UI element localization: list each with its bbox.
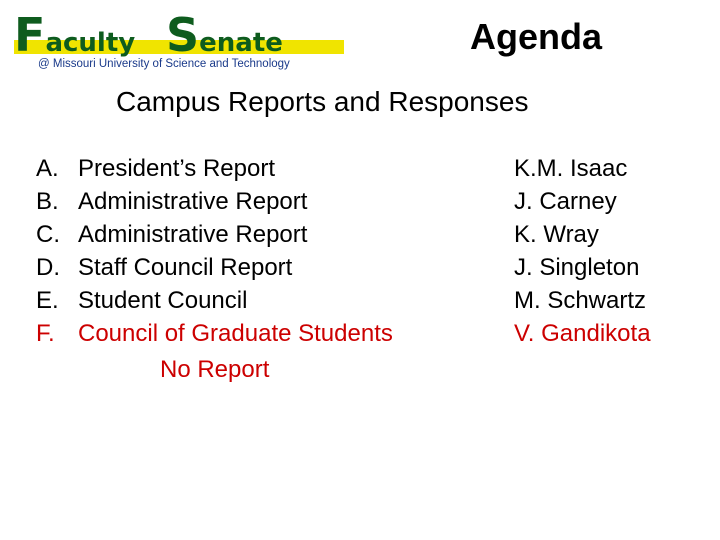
agenda-item-letter: E. [36, 287, 59, 314]
agenda-item-letter: A. [36, 155, 59, 182]
logo-initial-f: F [14, 8, 46, 62]
logo-university-subtitle: @ Missouri University of Science and Technology [38, 58, 290, 70]
section-title: Campus Reports and Responses [116, 86, 529, 117]
agenda-item-presenter: J. Singleton [514, 254, 640, 281]
agenda-item-letter: D. [36, 254, 60, 281]
agenda-item-label: Administrative Report [78, 221, 308, 248]
logo-text-enate: enate [199, 28, 283, 58]
logo-word-faculty [14, 8, 136, 62]
agenda-item-presenter: J. Carney [514, 188, 617, 215]
logo-word-senate [166, 8, 283, 62]
agenda-item-presenter: K.M. Isaac [514, 155, 628, 182]
agenda-item-label: Council of Graduate Students [78, 320, 393, 347]
agenda-item-letter: B. [36, 188, 59, 215]
agenda-item-label: President’s Report [78, 155, 275, 182]
logo-text-aculty: aculty [45, 28, 136, 58]
agenda-item-presenter: K. Wray [514, 221, 599, 248]
logo-initial-s: S [166, 8, 200, 62]
no-report-note: No Report [160, 356, 270, 383]
agenda-item-letter: F. [36, 320, 55, 347]
faculty-senate-logo [10, 8, 340, 72]
agenda-item-letter: C. [36, 221, 60, 248]
agenda-item-label: Administrative Report [78, 188, 308, 215]
agenda-item-presenter: V. Gandikota [514, 320, 651, 347]
agenda-item-label: Staff Council Report [78, 254, 293, 281]
page-title: Agenda [469, 16, 602, 57]
agenda-item-presenter: M. Schwartz [514, 287, 647, 314]
agenda-item-label: Student Council [78, 287, 248, 314]
